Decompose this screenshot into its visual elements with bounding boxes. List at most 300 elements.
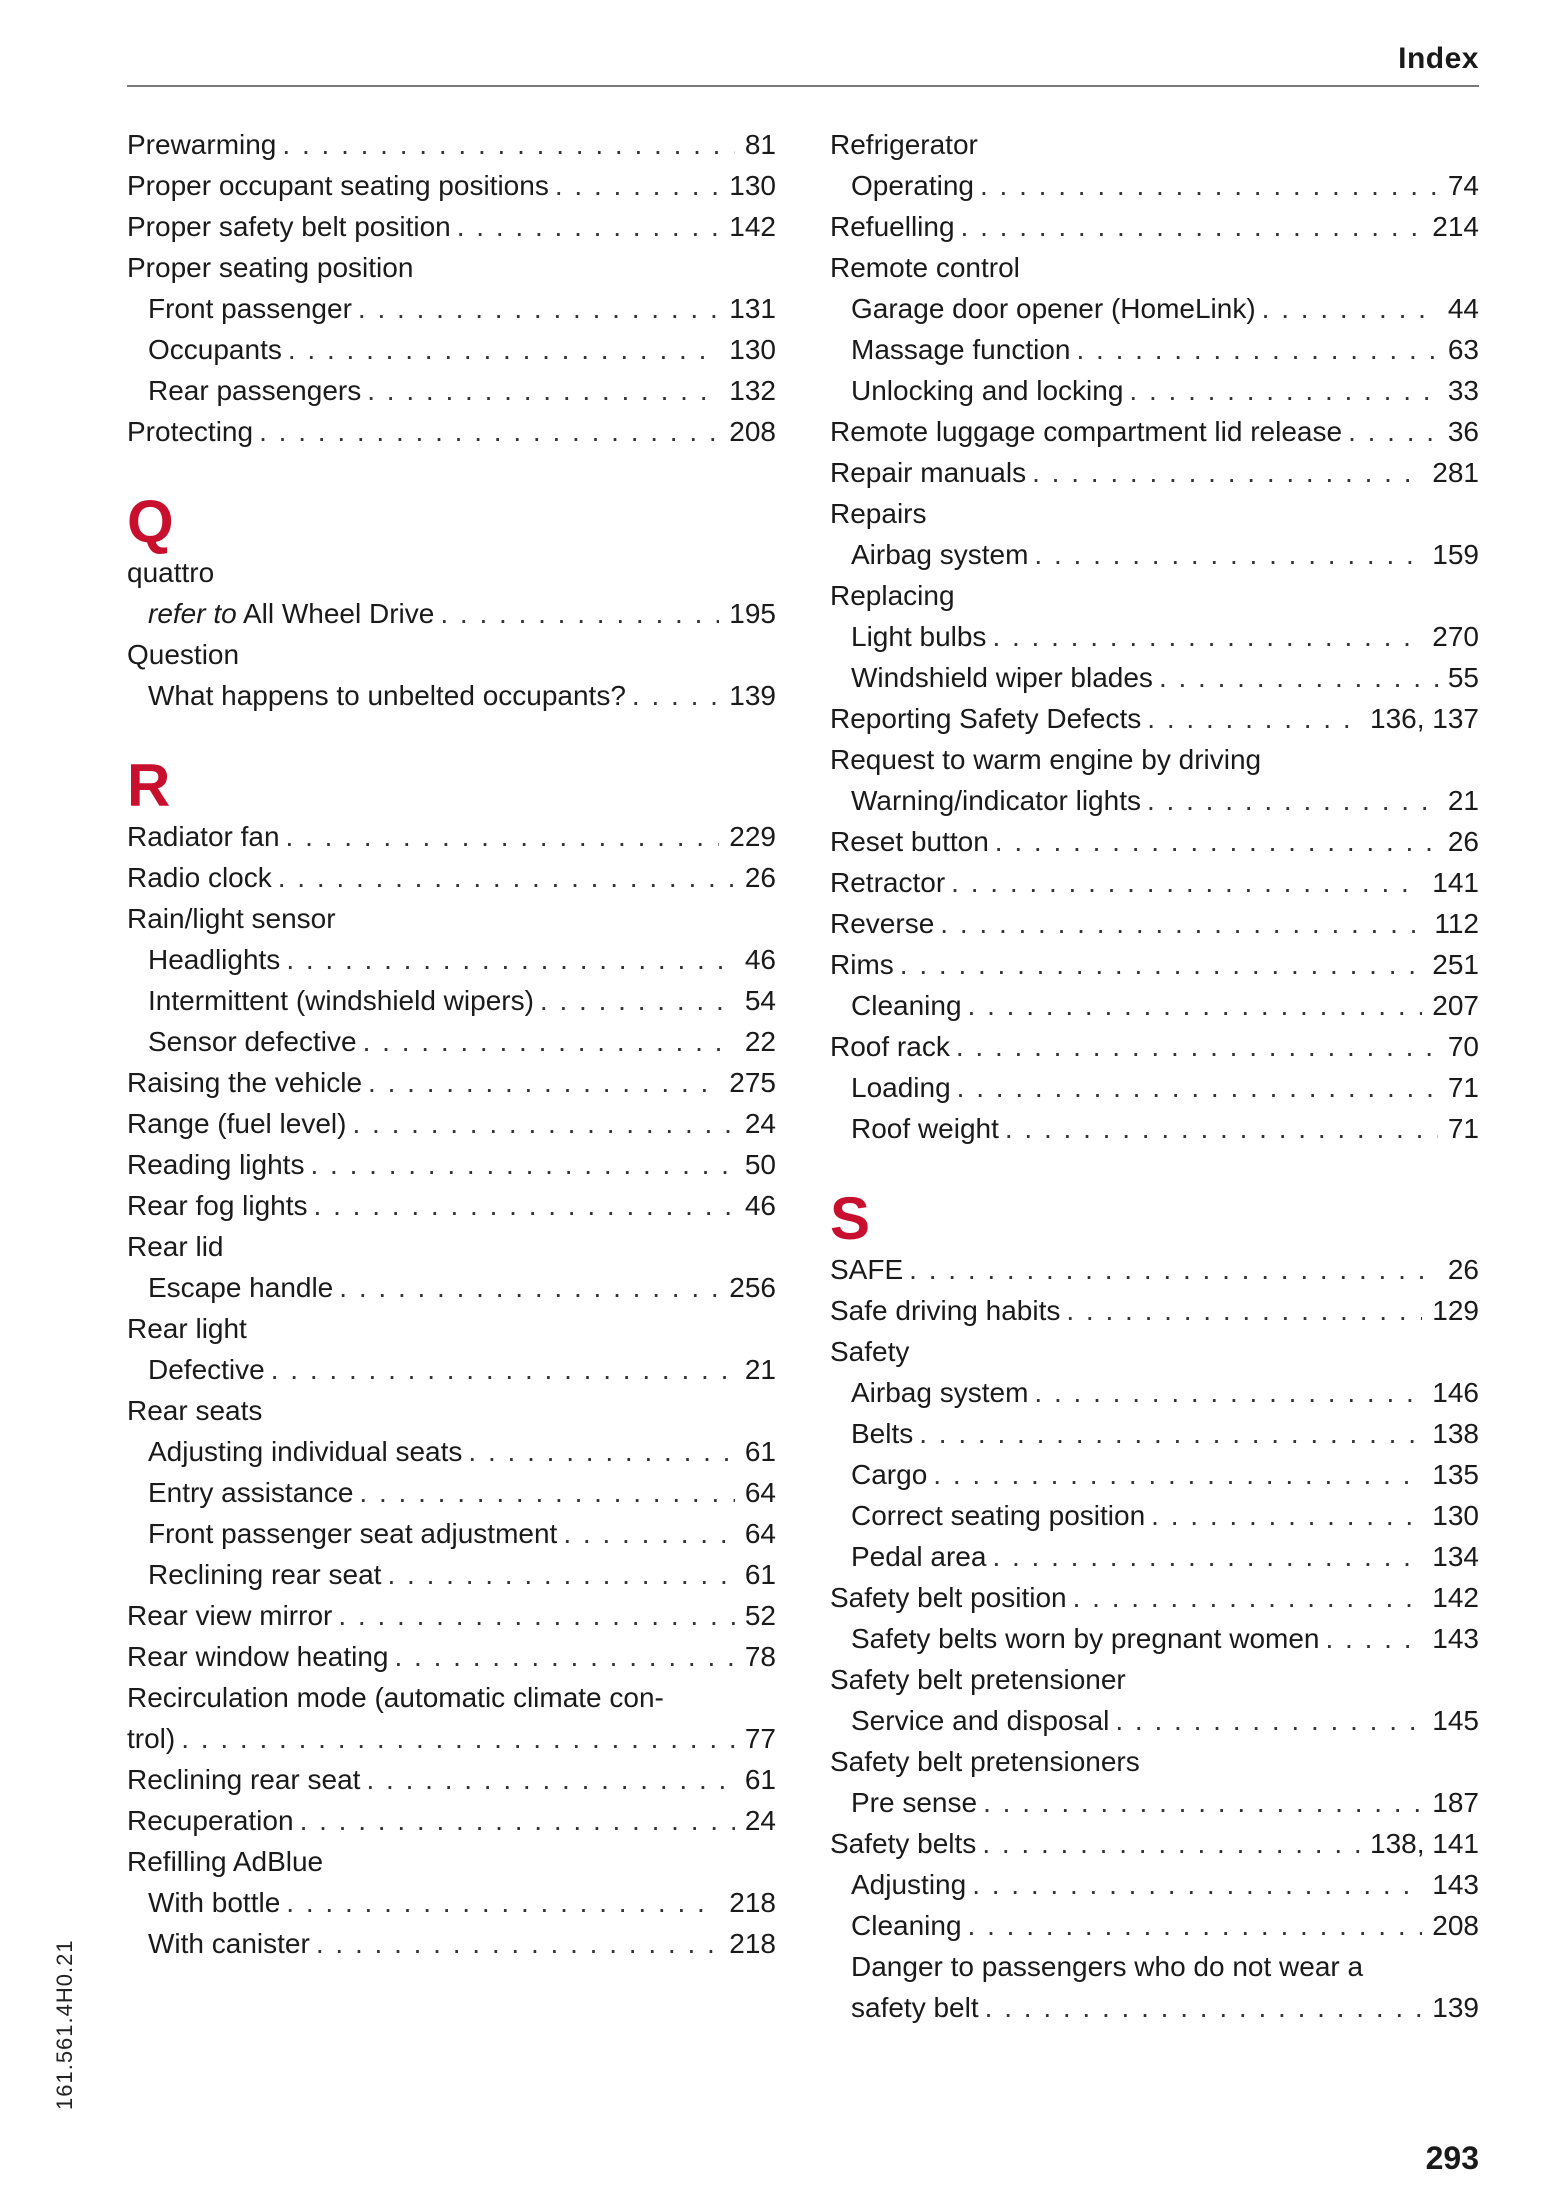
index-entry	[127, 206, 776, 247]
entry-term: Proper seating position	[127, 252, 414, 283]
entry-page: 139	[729, 680, 776, 711]
index-entry	[830, 1290, 1479, 1331]
entry-page: 143	[1432, 1623, 1479, 1654]
index-subentry	[830, 616, 1479, 657]
dot-leader	[1129, 370, 1437, 411]
dot-leader	[352, 1103, 734, 1144]
dot-leader	[1034, 534, 1422, 575]
header-rule	[127, 85, 1479, 87]
entry-term: Rear fog lights	[127, 1190, 308, 1221]
index-entry	[127, 411, 776, 452]
index-entry	[127, 816, 776, 857]
page-number: 293	[1425, 2140, 1479, 2176]
index-entry-heading	[830, 575, 1479, 616]
index-subentry	[830, 329, 1479, 370]
entry-term: Repairs	[830, 498, 927, 529]
entry-term: safety belt	[851, 1992, 979, 2023]
entry-term: Airbag system	[851, 539, 1029, 570]
entry-term: Light bulbs	[851, 621, 987, 652]
entry-term: Replacing	[830, 580, 955, 611]
index-subentry	[127, 939, 776, 980]
entry-term: Adjusting	[851, 1869, 967, 1900]
entry-term: Safe driving habits	[830, 1295, 1061, 1326]
entry-page: 143	[1432, 1869, 1479, 1900]
dot-leader	[940, 903, 1424, 944]
entry-term: Reading lights	[127, 1149, 305, 1180]
index-subentry	[830, 1987, 1479, 2028]
entry-term: Retractor	[830, 867, 946, 898]
index-subentry	[830, 165, 1479, 206]
entry-term: Cleaning	[851, 990, 962, 1021]
entry-term: Reset button	[830, 826, 989, 857]
dot-leader	[983, 1782, 1422, 1823]
index-entry	[830, 1823, 1479, 1864]
entry-term: Service and disposal	[851, 1705, 1110, 1736]
dot-leader	[919, 1413, 1422, 1454]
entry-term: Rain/light sensor	[127, 903, 336, 934]
entry-term: Rims	[830, 949, 894, 980]
entry-page: 26	[1447, 826, 1479, 857]
index-entry-heading	[127, 1677, 776, 1718]
index-subentry	[830, 1108, 1479, 1149]
index-subentry	[830, 1700, 1479, 1741]
entry-term: Front passenger seat adjustment	[148, 1518, 558, 1549]
entry-page: 71	[1447, 1072, 1479, 1103]
index-subentry	[127, 288, 776, 329]
index-entry	[830, 698, 1479, 739]
dot-leader	[900, 944, 1423, 985]
entry-term: SAFE	[830, 1254, 904, 1285]
index-entry-heading	[830, 247, 1479, 288]
index-entry-heading	[127, 552, 776, 593]
dot-leader	[632, 675, 719, 716]
entry-page: 61	[744, 1559, 776, 1590]
index-entry	[830, 903, 1479, 944]
entry-term: Adjusting individual seats	[148, 1436, 463, 1467]
dot-leader	[1159, 657, 1438, 698]
entry-term: quattro	[127, 557, 215, 588]
index-subentry	[830, 1536, 1479, 1577]
entry-term: Cargo	[851, 1459, 928, 1490]
entry-page: 218	[729, 1887, 776, 1918]
entry-term: Rear lid	[127, 1231, 224, 1262]
index-subentry	[830, 370, 1479, 411]
index-entry-heading	[127, 634, 776, 675]
dot-leader	[982, 1823, 1360, 1864]
entry-page: 275	[729, 1067, 776, 1098]
page-header-title: Index	[1398, 42, 1479, 75]
index-subentry	[830, 1372, 1479, 1413]
index-entry	[127, 1144, 776, 1185]
entry-term: Question	[127, 639, 240, 670]
entry-page: 26	[744, 862, 776, 893]
index-entry	[127, 1062, 776, 1103]
index-subentry	[127, 1472, 776, 1513]
index-entry	[127, 857, 776, 898]
entry-term: Rear light	[127, 1313, 247, 1344]
dot-leader	[933, 1454, 1422, 1495]
dot-leader	[563, 1513, 735, 1554]
entry-page: 78	[744, 1641, 776, 1672]
index-entry	[127, 1636, 776, 1677]
dot-leader	[259, 411, 719, 452]
index-entry-heading	[830, 124, 1479, 165]
dot-leader	[1076, 329, 1437, 370]
index-subentry	[830, 1618, 1479, 1659]
index-entry	[830, 452, 1479, 493]
entry-page: 26	[1447, 1254, 1479, 1285]
dot-leader	[366, 1759, 734, 1800]
index-entry	[127, 124, 776, 165]
index-subentry	[127, 593, 776, 634]
dot-leader	[1034, 1372, 1422, 1413]
entry-term: Windshield wiper blades	[851, 662, 1153, 693]
entry-page: 214	[1432, 211, 1479, 242]
index-column-right	[830, 124, 1479, 2028]
index-entry	[830, 862, 1479, 903]
entry-page: 131	[729, 293, 776, 324]
index-subentry	[830, 1782, 1479, 1823]
dot-leader	[395, 1636, 735, 1677]
entry-page: 141	[1432, 867, 1479, 898]
entry-term: Repair manuals	[830, 457, 1027, 488]
dot-leader	[457, 206, 720, 247]
entry-page: 139	[1432, 1992, 1479, 2023]
entry-term: Garage door opener (HomeLink)	[851, 293, 1256, 324]
index-subentry	[127, 1513, 776, 1554]
entry-term: Reverse	[830, 908, 935, 939]
index-entry-heading	[127, 247, 776, 288]
index-entry	[830, 411, 1479, 452]
entry-page: 63	[1447, 334, 1479, 365]
dot-leader	[968, 1905, 1423, 1946]
dot-leader	[300, 1800, 735, 1841]
entry-page: 112	[1434, 908, 1479, 939]
index-subentry	[830, 288, 1479, 329]
entry-term: Range (fuel level)	[127, 1108, 347, 1139]
dot-leader	[338, 1595, 734, 1636]
entry-page: 129	[1432, 1295, 1479, 1326]
index-subentry	[127, 1554, 776, 1595]
entry-term: Pedal area	[851, 1541, 987, 1572]
index-entry	[830, 821, 1479, 862]
dot-leader	[316, 1923, 719, 1964]
entry-page: 134	[1432, 1541, 1479, 1572]
entry-page: 270	[1432, 621, 1479, 652]
dot-leader	[985, 1987, 1423, 2028]
entry-page: 142	[1432, 1582, 1479, 1613]
entry-term: Reporting Safety Defects	[830, 703, 1142, 734]
entry-page: 142	[729, 211, 776, 242]
entry-term: Airbag system	[851, 1377, 1029, 1408]
index-entry	[127, 1185, 776, 1226]
entry-term: Massage function	[851, 334, 1071, 365]
index-subentry	[830, 1864, 1479, 1905]
index-subentry	[127, 1431, 776, 1472]
dot-leader	[995, 821, 1438, 862]
entry-term: Cleaning	[851, 1910, 962, 1941]
index-subentry	[127, 329, 776, 370]
index-entry-heading	[127, 1226, 776, 1267]
entry-term: Roof weight	[851, 1113, 999, 1144]
index-subentry	[127, 1021, 776, 1062]
entry-page: 81	[744, 129, 776, 160]
index-entry-heading	[830, 1659, 1479, 1700]
dot-leader	[909, 1249, 1438, 1290]
entry-page: 21	[1447, 785, 1479, 816]
dot-leader	[286, 939, 735, 980]
entry-term: Belts	[851, 1418, 914, 1449]
entry-page: 50	[744, 1149, 776, 1180]
entry-term: Safety belts worn by pregnant women	[851, 1623, 1320, 1654]
index-subentry	[830, 534, 1479, 575]
index-column-left	[127, 124, 776, 1964]
entry-term: Rear passengers	[148, 375, 362, 406]
index-subentry	[127, 1882, 776, 1923]
entry-term: Warning/indicator lights	[851, 785, 1141, 816]
dot-leader	[440, 593, 719, 634]
index-subentry	[830, 1413, 1479, 1454]
dot-leader	[359, 1472, 734, 1513]
dot-leader	[992, 1536, 1422, 1577]
entry-term: Refuelling	[830, 211, 955, 242]
index-entry-heading	[127, 1308, 776, 1349]
dot-leader	[286, 1882, 719, 1923]
entry-page: 136, 137	[1370, 703, 1479, 734]
dot-leader	[363, 1021, 735, 1062]
entry-term: Proper occupant seating positions	[127, 170, 549, 201]
dot-leader	[339, 1267, 719, 1308]
entry-page: 70	[1447, 1031, 1479, 1062]
index-subentry	[830, 1067, 1479, 1108]
entry-term: Safety	[830, 1336, 910, 1367]
dot-leader	[980, 165, 1438, 206]
dot-leader	[992, 616, 1422, 657]
dot-leader	[286, 816, 720, 857]
entry-term: Recuperation	[127, 1805, 294, 1836]
index-entry	[830, 944, 1479, 985]
index-entry	[127, 1103, 776, 1144]
entry-term: Operating	[851, 170, 974, 201]
entry-page: 21	[744, 1354, 776, 1385]
index-subentry	[127, 1267, 776, 1308]
dot-leader	[957, 1067, 1438, 1108]
section-letter-r: R	[127, 752, 171, 819]
dot-leader	[387, 1554, 734, 1595]
index-subentry	[127, 1349, 776, 1390]
entry-term: What happens to unbelted occupants?	[148, 680, 626, 711]
index-entry	[830, 206, 1479, 247]
entry-page: 46	[744, 944, 776, 975]
entry-term: Entry assistance	[148, 1477, 354, 1508]
entry-page: 36	[1447, 416, 1479, 447]
entry-page: 207	[1432, 990, 1479, 1021]
dot-leader	[282, 124, 734, 165]
entry-term: Pre sense	[851, 1787, 978, 1818]
entry-term: Refrigerator	[830, 129, 978, 160]
entry-page: 22	[744, 1026, 776, 1057]
entry-term: Reclining rear seat	[148, 1559, 382, 1590]
dot-leader	[278, 857, 735, 898]
entry-term: Unlocking and locking	[851, 375, 1124, 406]
entry-page: 138	[1432, 1418, 1479, 1449]
dot-leader	[1115, 1700, 1422, 1741]
index-entry-heading	[830, 1331, 1479, 1372]
entry-term: Occupants	[148, 334, 282, 365]
entry-term: Roof rack	[830, 1031, 950, 1062]
index-subentry	[830, 1905, 1479, 1946]
entry-page: 251	[1432, 949, 1479, 980]
dot-leader	[468, 1431, 734, 1472]
entry-page: 61	[744, 1436, 776, 1467]
entry-term: Sensor defective	[148, 1026, 357, 1057]
entry-term: Reclining rear seat	[127, 1764, 361, 1795]
index-subentry	[830, 657, 1479, 698]
dot-leader	[1147, 780, 1438, 821]
entry-term: Prewarming	[127, 129, 277, 160]
entry-term: With bottle	[148, 1887, 281, 1918]
index-entry	[127, 1800, 776, 1841]
entry-term: Rear seats	[127, 1395, 263, 1426]
dot-leader	[1005, 1108, 1438, 1149]
entry-page: 187	[1432, 1787, 1479, 1818]
entry-term: Rear window heating	[127, 1641, 389, 1672]
entry-term: trol)	[127, 1723, 176, 1754]
dot-leader	[968, 985, 1423, 1026]
entry-term-text: All Wheel Drive	[242, 598, 435, 629]
dot-leader	[314, 1185, 735, 1226]
entry-page: 281	[1432, 457, 1479, 488]
entry-term: Correct seating position	[851, 1500, 1146, 1531]
dot-leader	[1348, 411, 1438, 452]
entry-term: Recirculation mode (automatic climate con-	[127, 1682, 664, 1713]
index-subentry	[830, 780, 1479, 821]
dot-leader	[181, 1718, 735, 1759]
index-entry-heading	[830, 493, 1479, 534]
entry-page: 64	[744, 1477, 776, 1508]
index-subentry	[830, 1454, 1479, 1495]
entry-page: 44	[1447, 293, 1479, 324]
entry-term: Safety belt pretensioners	[830, 1746, 1140, 1777]
index-subentry	[127, 675, 776, 716]
entry-page: 46	[744, 1190, 776, 1221]
dot-leader	[288, 329, 719, 370]
entry-term: With canister	[148, 1928, 310, 1959]
index-subentry	[127, 980, 776, 1021]
dot-leader	[1073, 1577, 1423, 1618]
entry-term: Safety belt position	[830, 1582, 1067, 1613]
dot-leader	[271, 1349, 735, 1390]
entry-term: Intermittent (windshield wipers)	[148, 985, 534, 1016]
dot-leader	[358, 288, 719, 329]
index-entry-continued	[127, 1718, 776, 1759]
dot-leader	[1151, 1495, 1422, 1536]
entry-term: Headlights	[148, 944, 281, 975]
document-code: 161.561.4H0.21	[52, 1939, 77, 2110]
index-entry	[830, 1026, 1479, 1067]
index-entry	[830, 1577, 1479, 1618]
index-entry-heading	[830, 739, 1479, 780]
dot-leader	[956, 1026, 1438, 1067]
index-entry	[127, 1759, 776, 1800]
entry-term: Request to warm engine by driving	[830, 744, 1262, 775]
entry-term: Danger to passengers who do not wear a	[851, 1951, 1364, 1982]
entry-page: 52	[744, 1600, 776, 1631]
entry-page: 64	[744, 1518, 776, 1549]
dot-leader	[1147, 698, 1360, 739]
entry-page: 195	[729, 598, 776, 629]
index-subentry	[127, 370, 776, 411]
dot-leader	[310, 1144, 734, 1185]
entry-page: 54	[744, 985, 776, 1016]
dot-leader	[1032, 452, 1422, 493]
entry-term: Rear view mirror	[127, 1600, 333, 1631]
index-entry-heading	[127, 1841, 776, 1882]
index-entry-heading	[127, 1390, 776, 1431]
entry-page: 135	[1432, 1459, 1479, 1490]
entry-page: 55	[1447, 662, 1479, 693]
entry-page: 159	[1432, 539, 1479, 570]
dot-leader	[972, 1864, 1422, 1905]
entry-page: 71	[1447, 1113, 1479, 1144]
index-entry	[127, 1595, 776, 1636]
entry-page: 256	[729, 1272, 776, 1303]
entry-term: Protecting	[127, 416, 254, 447]
entry-term: Radiator fan	[127, 821, 280, 852]
entry-page: 130	[729, 334, 776, 365]
dot-leader	[1325, 1618, 1422, 1659]
entry-term: Defective	[148, 1354, 265, 1385]
entry-term: Raising the vehicle	[127, 1067, 363, 1098]
dot-leader	[951, 862, 1422, 903]
dot-leader	[1066, 1290, 1422, 1331]
entry-term: Escape handle	[148, 1272, 334, 1303]
index-entry	[127, 165, 776, 206]
section-letter-q: Q	[127, 488, 174, 555]
index-entry-heading	[127, 898, 776, 939]
refer-to-prefix: refer to	[148, 598, 237, 629]
index-subentry	[830, 985, 1479, 1026]
entry-page: 24	[744, 1108, 776, 1139]
entry-page: 132	[729, 375, 776, 406]
index-entry-heading	[830, 1741, 1479, 1782]
dot-leader	[555, 165, 719, 206]
entry-term: Radio clock	[127, 862, 272, 893]
entry-page: 208	[729, 416, 776, 447]
entry-page: 61	[744, 1764, 776, 1795]
entry-page: 229	[729, 821, 776, 852]
entry-page: 146	[1432, 1377, 1479, 1408]
section-letter-s: S	[830, 1185, 871, 1252]
index-subentry	[127, 1923, 776, 1964]
entry-page: 208	[1432, 1910, 1479, 1941]
entry-page: 130	[729, 170, 776, 201]
entry-page: 33	[1447, 375, 1479, 406]
entry-term	[148, 593, 434, 634]
dot-leader	[368, 1062, 719, 1103]
index-entry	[830, 1249, 1479, 1290]
entry-term: Remote control	[830, 252, 1020, 283]
entry-term: Refilling AdBlue	[127, 1846, 324, 1877]
index-subentry-heading	[830, 1946, 1479, 1987]
entry-page: 77	[744, 1723, 776, 1754]
entry-term: Proper safety belt position	[127, 211, 451, 242]
entry-term: Remote luggage compartment lid release	[830, 416, 1343, 447]
entry-page: 145	[1432, 1705, 1479, 1736]
entry-page: 74	[1447, 170, 1479, 201]
entry-page: 218	[729, 1928, 776, 1959]
entry-page: 130	[1432, 1500, 1479, 1531]
